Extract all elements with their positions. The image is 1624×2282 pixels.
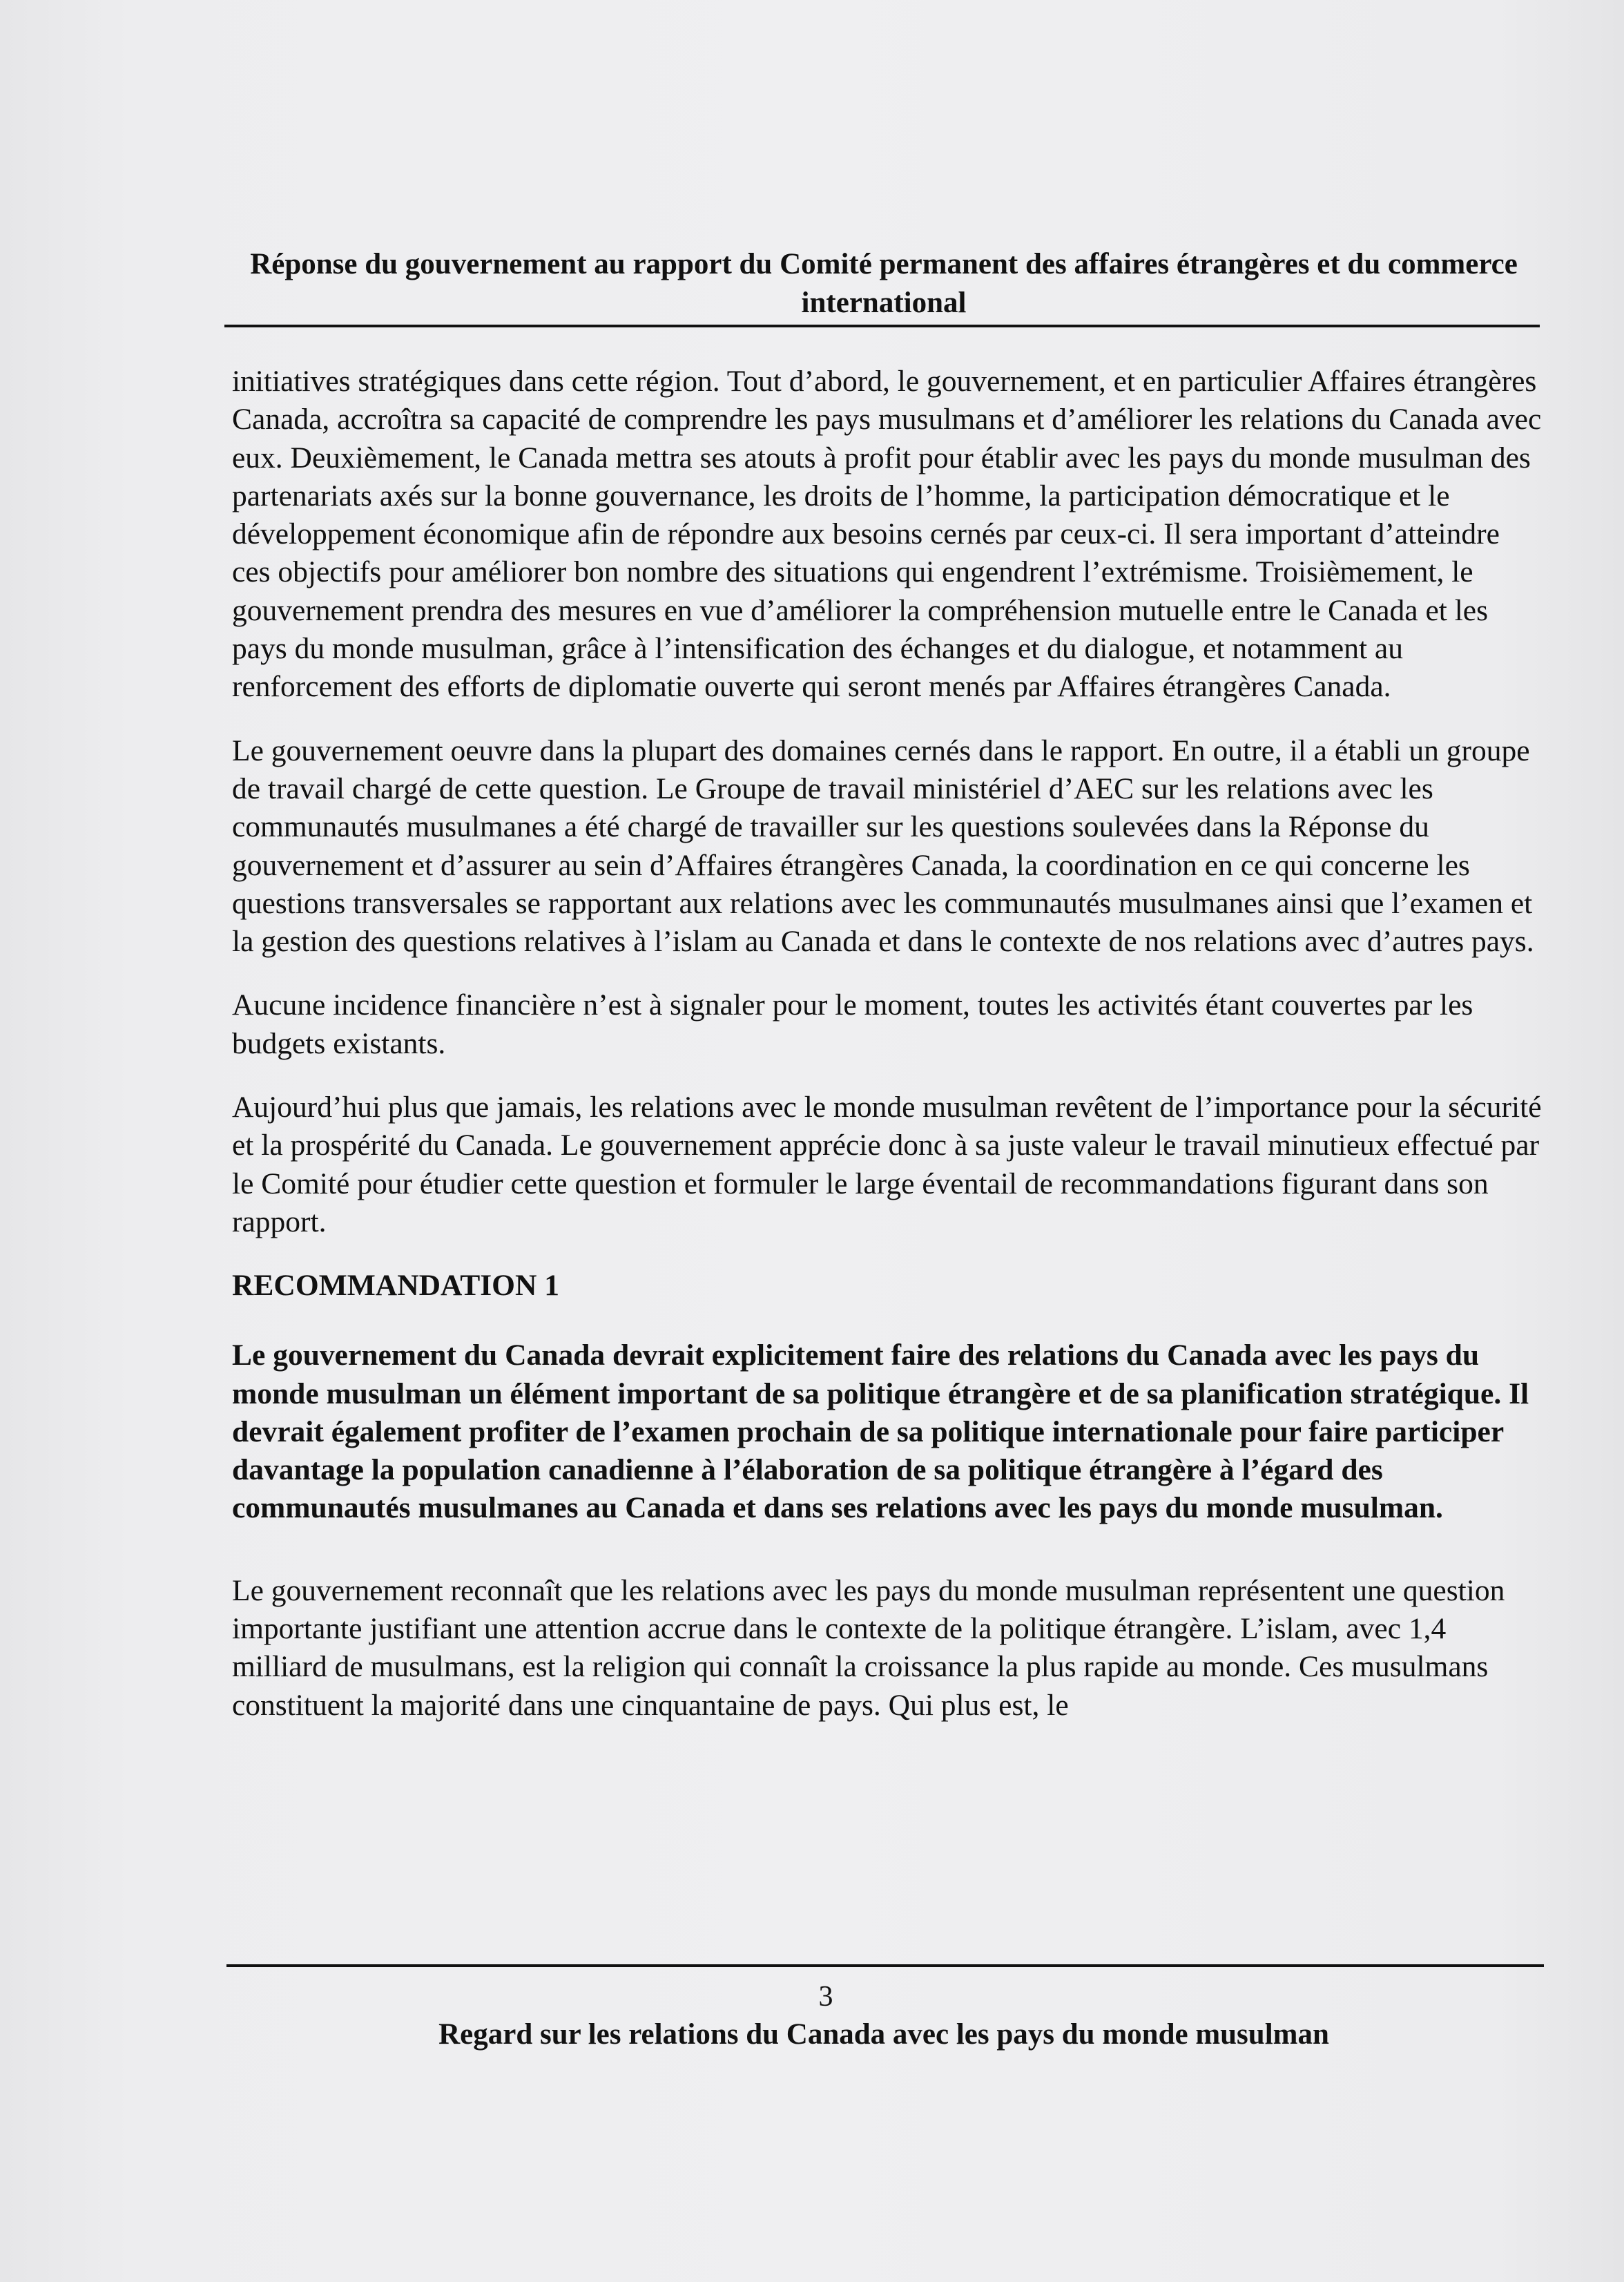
running-header-title: Réponse du gouvernement au rapport du Comité permanent des affaires étrangères et du commerce international [250, 248, 1518, 319]
recommendation-heading: RECOMMANDATION 1 [232, 1269, 560, 1303]
running-footer-title: Regard sur les relations du Canada avec les pays du monde musulman [438, 2018, 1329, 2051]
body-paragraph-3: Aucune incidence financière n’est à signaler pour le moment, toutes les activités étant couvertes par les budgets existants. [232, 988, 1473, 1060]
page-number: 3 [818, 1981, 833, 2013]
page-body [232, 363, 1544, 1750]
footer-rule [226, 1964, 1544, 1967]
response-paragraph: Le gouvernement reconnaît que les relations avec les pays du monde musulman représentent une question importante justifiant une attention accrue dans le contexte de la politique étrangère. L’islam, avec 1,4 milliard de musulmans, est la religion qui connaît la croissance la plus rapide au monde. Ces musulmans constituent la majorité dans une cinquantaine de pays. Qui plus est, le [232, 1573, 1505, 1722]
body-paragraph-2: Le gouvernement oeuvre dans la plupart des domaines cernés dans le rapport. En outre, il a établi un groupe de travail chargé de cette question. Le Groupe de travail ministériel d’AEC sur les relations avec les communautés musulmanes a été chargé de travailler sur les questions soulevées dans la Réponse du gouvernement et d’assurer au sein d’Affaires étrangères Canada, la coordination en ce qui concerne les questions transversales se rapportant aux relations avec les communautés musulmanes ainsi que l’examen et la gestion des questions relatives à l’islam au Canada et dans le contexte de nos relations avec d’autres pays. [232, 734, 1534, 959]
body-paragraph-4: Aujourd’hui plus que jamais, les relations avec le monde musulman revêtent de l’importance pour la sécurité et la prospérité du Canada. Le gouvernement apprécie donc à sa juste valeur le travail minutieux effectué par le Comité pour étudier cette question et formuler le large éventail de recommandations figurant dans son rapport. [232, 1091, 1542, 1238]
header-rule [224, 325, 1540, 327]
recommendation-text: Le gouvernement du Canada devrait explicitement faire des relations du Canada avec les pays du monde musulman un élément important de sa politique étrangère et de sa planification stratégique. Il devrait également profiter de l’examen prochain de sa politique internationale pour faire participer davantage la population canadienne à l’élaboration de sa politique étrangère à l’égard des communautés musulmanes au Canada et dans ses relations avec les pays du monde musulman. [232, 1339, 1529, 1525]
body-paragraph-1: initiatives stratégiques dans cette région. Tout d’abord, le gouvernement, et en particulier Affaires étrangères Canada, accroîtra sa capacité de comprendre les pays musulmans et d’améliorer les relations du Canada avec eux. Deuxièmement, le Canada mettra ses atouts à profit pour établir avec les pays du monde musulman des partenariats axés sur la bonne gouvernance, les droits de l’homme, la participation démocratique et le développement économique afin de répondre aux besoins cernés par ceux-ci. Il sera important d’atteindre ces objectifs pour améliorer bon nombre des situations qui engendrent l’extrémisme. Troisièmement, le gouvernement prendra des mesures en vue d’améliorer la compréhension mutuelle entre le Canada et les pays du monde musulman, grâce à l’intensification des échanges et du dialogue, et notamment au renforcement des efforts de diplomatie ouverte qui seront menés par Affaires étrangères Canada. [232, 365, 1542, 704]
